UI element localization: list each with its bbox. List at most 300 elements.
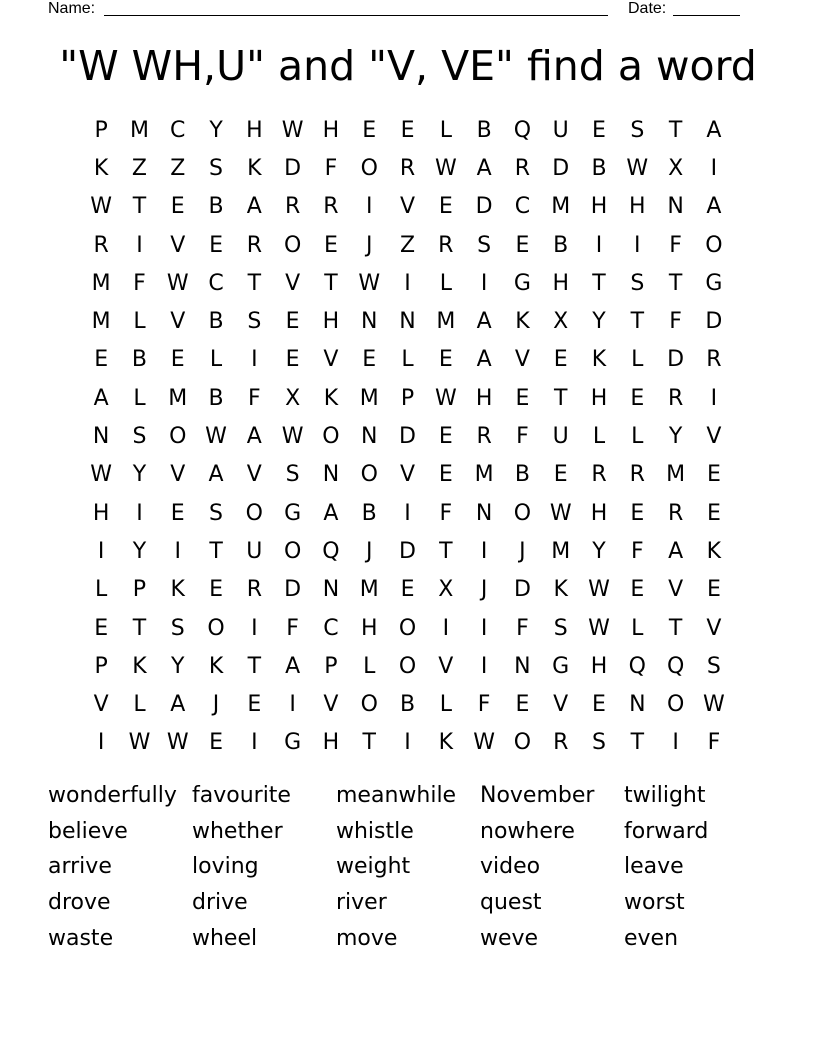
grid-cell[interactable]: B: [208, 309, 224, 335]
grid-cell[interactable]: P: [400, 385, 415, 411]
grid-cell[interactable]: M: [666, 462, 686, 488]
grid-cell[interactable]: F: [630, 538, 644, 564]
grid-cell[interactable]: V: [553, 692, 569, 718]
grid-cell[interactable]: E: [706, 500, 721, 526]
grid-cell[interactable]: I: [634, 232, 641, 258]
grid-cell[interactable]: A: [668, 538, 684, 564]
grid-cell[interactable]: E: [209, 730, 223, 756]
grid-cell[interactable]: R: [667, 500, 684, 526]
grid-cell[interactable]: E: [438, 347, 453, 373]
grid-cell[interactable]: F: [516, 615, 529, 641]
grid-cell[interactable]: L: [592, 424, 606, 450]
grid-cell[interactable]: W: [166, 730, 189, 756]
grid-cell[interactable]: L: [401, 347, 414, 373]
grid-cell[interactable]: E: [592, 692, 606, 718]
grid-cell[interactable]: B: [591, 155, 607, 181]
grid-cell[interactable]: W: [588, 577, 610, 603]
grid-cell[interactable]: K: [208, 653, 224, 679]
grid-cell[interactable]: E: [362, 117, 377, 143]
grid-cell[interactable]: K: [323, 385, 339, 411]
grid-cell[interactable]: M: [129, 117, 149, 143]
grid-cell[interactable]: N: [629, 692, 646, 718]
grid-cell[interactable]: V: [706, 424, 722, 450]
grid-cell[interactable]: I: [710, 155, 718, 181]
grid-cell[interactable]: R: [706, 347, 722, 373]
grid-cell[interactable]: M: [359, 577, 379, 603]
grid-cell[interactable]: K: [132, 653, 147, 679]
grid-cell[interactable]: I: [404, 730, 411, 756]
grid-cell[interactable]: U: [552, 117, 569, 143]
grid-cell[interactable]: W: [205, 424, 227, 450]
grid-cell[interactable]: L: [209, 347, 223, 373]
grid-cell[interactable]: E: [209, 232, 223, 258]
grid-cell[interactable]: Y: [668, 424, 683, 450]
grid-cell[interactable]: E: [400, 117, 415, 143]
grid-cell[interactable]: K: [553, 577, 568, 603]
grid-cell[interactable]: X: [438, 577, 454, 603]
grid-cell[interactable]: H: [629, 194, 646, 220]
grid-cell[interactable]: U: [246, 538, 263, 564]
grid-cell[interactable]: H: [322, 730, 340, 756]
grid-cell[interactable]: X: [285, 385, 301, 411]
grid-cell[interactable]: N: [360, 424, 378, 450]
grid-cell[interactable]: A: [208, 462, 224, 488]
grid-cell[interactable]: S: [630, 270, 645, 296]
letter-grid: [82, 111, 736, 762]
grid-cell[interactable]: E: [170, 347, 185, 373]
grid-cell[interactable]: A: [285, 653, 301, 679]
grid-cell[interactable]: G: [513, 270, 531, 296]
grid-cell[interactable]: P: [94, 653, 108, 679]
grid-cell[interactable]: K: [591, 347, 607, 373]
grid-cell[interactable]: R: [246, 232, 262, 258]
grid-cell[interactable]: W: [434, 155, 457, 181]
grid-cell[interactable]: F: [286, 615, 299, 641]
grid-cell[interactable]: W: [473, 730, 495, 756]
grid-cell[interactable]: W: [128, 730, 151, 756]
grid-cell[interactable]: F: [669, 309, 682, 335]
grid-cell[interactable]: T: [132, 615, 147, 641]
grid-cell[interactable]: Q: [628, 653, 646, 679]
grid-cell[interactable]: W: [166, 270, 189, 296]
grid-cell[interactable]: S: [706, 653, 721, 679]
word-list-item: wheel: [192, 925, 258, 951]
grid-cell[interactable]: A: [476, 347, 492, 373]
word-list-item: favourite: [192, 783, 291, 809]
grid-cell[interactable]: T: [247, 653, 262, 679]
grid-cell[interactable]: C: [323, 615, 339, 641]
grid-cell[interactable]: N: [360, 309, 378, 335]
grid-cell[interactable]: N: [399, 309, 416, 335]
grid-cell[interactable]: M: [551, 194, 571, 220]
grid-cell[interactable]: Y: [132, 538, 147, 564]
grid-cell[interactable]: D: [475, 194, 493, 220]
grid-cell[interactable]: J: [480, 577, 488, 603]
grid-cell[interactable]: T: [630, 309, 645, 335]
grid-cell[interactable]: E: [285, 347, 300, 373]
grid-cell[interactable]: H: [590, 385, 608, 411]
grid-cell[interactable]: Z: [170, 155, 186, 181]
grid-cell[interactable]: I: [289, 692, 296, 718]
grid-cell[interactable]: Y: [592, 538, 606, 564]
grid-cell[interactable]: E: [170, 194, 185, 220]
grid-cell[interactable]: A: [323, 500, 339, 526]
grid-cell[interactable]: F: [669, 232, 682, 258]
grid-cell[interactable]: L: [363, 653, 376, 679]
grid-cell[interactable]: F: [516, 424, 529, 450]
grid-cell[interactable]: E: [515, 692, 530, 718]
grid-cell[interactable]: V: [438, 653, 454, 679]
grid-cell[interactable]: I: [97, 538, 105, 564]
grid-cell[interactable]: M: [168, 385, 188, 411]
grid-cell[interactable]: I: [480, 653, 488, 679]
grid-cell[interactable]: C: [514, 194, 531, 220]
grid-cell[interactable]: E: [630, 385, 645, 411]
grid-cell[interactable]: S: [132, 424, 147, 450]
grid-cell[interactable]: M: [474, 462, 494, 488]
grid-cell[interactable]: D: [284, 155, 302, 181]
grid-cell[interactable]: B: [399, 692, 416, 718]
grid-cell[interactable]: T: [362, 730, 376, 756]
grid-cell[interactable]: T: [209, 538, 223, 564]
grid-cell[interactable]: R: [514, 155, 531, 181]
grid-cell[interactable]: R: [323, 194, 339, 220]
grid-cell[interactable]: O: [360, 692, 378, 718]
grid-cell[interactable]: B: [208, 385, 224, 411]
grid-cell[interactable]: E: [323, 232, 338, 258]
grid-cell[interactable]: A: [706, 117, 722, 143]
grid-cell[interactable]: L: [439, 692, 452, 718]
grid-cell[interactable]: G: [552, 653, 570, 679]
grid-cell[interactable]: S: [209, 500, 224, 526]
grid-cell[interactable]: D: [705, 309, 723, 335]
grid-cell[interactable]: D: [284, 577, 302, 603]
grid-cell[interactable]: T: [553, 385, 568, 411]
grid-cell[interactable]: W: [281, 117, 304, 143]
grid-cell[interactable]: O: [322, 424, 340, 450]
grid-cell[interactable]: M: [551, 538, 571, 564]
grid-cell[interactable]: O: [207, 615, 225, 641]
grid-cell[interactable]: E: [247, 692, 262, 718]
grid-cell[interactable]: N: [322, 462, 340, 488]
grid-cell[interactable]: Q: [666, 653, 685, 679]
grid-cell[interactable]: K: [515, 309, 530, 335]
grid-cell[interactable]: H: [552, 270, 569, 296]
grid-cell[interactable]: R: [284, 194, 301, 220]
grid-cell[interactable]: I: [442, 615, 450, 641]
grid-cell[interactable]: I: [404, 500, 411, 526]
grid-cell[interactable]: V: [399, 194, 416, 220]
grid-cell[interactable]: E: [515, 232, 530, 258]
grid-cell[interactable]: R: [399, 155, 416, 181]
grid-cell[interactable]: W: [703, 692, 725, 718]
grid-cell[interactable]: E: [362, 347, 377, 373]
grid-cell[interactable]: M: [436, 309, 456, 335]
grid-cell[interactable]: E: [94, 347, 109, 373]
grid-cell[interactable]: C: [170, 117, 186, 143]
grid-cell[interactable]: I: [174, 538, 181, 564]
grid-cell[interactable]: E: [438, 194, 453, 220]
grid-cell[interactable]: S: [170, 615, 185, 641]
grid-cell[interactable]: I: [595, 232, 603, 258]
grid-cell[interactable]: B: [208, 194, 224, 220]
word-list-item: drive: [192, 890, 248, 916]
grid-cell[interactable]: T: [324, 270, 338, 296]
grid-cell[interactable]: W: [281, 424, 304, 450]
grid-cell[interactable]: R: [93, 232, 109, 258]
grid-cell[interactable]: D: [513, 577, 531, 603]
grid-cell[interactable]: Z: [399, 232, 416, 258]
grid-cell[interactable]: T: [668, 270, 683, 296]
grid-cell[interactable]: L: [133, 692, 146, 718]
grid-cell[interactable]: H: [322, 117, 340, 143]
grid-cell[interactable]: R: [246, 577, 262, 603]
header: [48, 0, 740, 18]
grid-cell[interactable]: T: [592, 270, 606, 296]
grid-cell[interactable]: L: [439, 117, 452, 143]
grid-cell[interactable]: R: [476, 424, 492, 450]
grid-cell[interactable]: O: [245, 500, 263, 526]
grid-cell[interactable]: X: [553, 309, 569, 335]
grid-cell[interactable]: T: [630, 730, 645, 756]
grid-cell[interactable]: I: [480, 538, 488, 564]
grid-cell[interactable]: O: [666, 692, 685, 718]
grid-cell[interactable]: V: [285, 270, 301, 296]
grid-cell[interactable]: G: [705, 270, 723, 296]
grid-cell[interactable]: A: [246, 194, 262, 220]
grid-cell[interactable]: R: [438, 232, 454, 258]
grid-cell[interactable]: J: [365, 232, 373, 258]
grid-cell[interactable]: I: [404, 270, 411, 296]
grid-cell[interactable]: O: [398, 615, 417, 641]
grid-cell[interactable]: N: [92, 424, 110, 450]
grid-cell[interactable]: B: [361, 500, 377, 526]
grid-cell[interactable]: O: [360, 155, 378, 181]
grid-cell[interactable]: I: [97, 730, 105, 756]
grid-cell[interactable]: L: [133, 385, 146, 411]
grid-cell[interactable]: B: [131, 347, 147, 373]
grid-cell[interactable]: P: [324, 653, 338, 679]
grid-cell[interactable]: T: [668, 117, 683, 143]
grid-cell[interactable]: X: [668, 155, 684, 181]
grid-cell[interactable]: R: [667, 385, 684, 411]
grid-cell[interactable]: O: [169, 424, 187, 450]
grid-cell[interactable]: E: [170, 500, 185, 526]
grid-cell[interactable]: N: [667, 194, 684, 220]
grid-cell[interactable]: Y: [171, 653, 185, 679]
grid-cell[interactable]: L: [631, 347, 644, 373]
grid-cell[interactable]: L: [631, 615, 644, 641]
grid-cell[interactable]: V: [706, 615, 722, 641]
grid-cell[interactable]: E: [400, 577, 415, 603]
grid-cell[interactable]: J: [212, 692, 220, 718]
grid-cell[interactable]: D: [399, 538, 416, 564]
grid-cell[interactable]: I: [251, 730, 258, 756]
grid-cell[interactable]: L: [133, 309, 146, 335]
grid-cell[interactable]: A: [476, 309, 492, 335]
grid-cell[interactable]: A: [246, 424, 262, 450]
grid-cell[interactable]: E: [285, 309, 300, 335]
grid-cell[interactable]: T: [247, 270, 262, 296]
grid-cell[interactable]: D: [552, 155, 570, 181]
grid-cell[interactable]: S: [477, 232, 492, 258]
grid-cell[interactable]: S: [209, 155, 224, 181]
grid-cell[interactable]: E: [438, 462, 453, 488]
grid-cell[interactable]: Y: [132, 462, 147, 488]
grid-cell[interactable]: I: [251, 615, 258, 641]
grid-cell[interactable]: P: [94, 117, 108, 143]
grid-cell[interactable]: N: [322, 577, 340, 603]
grid-cell[interactable]: S: [285, 462, 300, 488]
grid-cell[interactable]: V: [514, 347, 530, 373]
grid-cell[interactable]: L: [95, 577, 108, 603]
grid-cell[interactable]: Q: [513, 117, 532, 143]
grid-cell[interactable]: W: [358, 270, 381, 296]
grid-cell[interactable]: F: [133, 270, 146, 296]
grid-cell[interactable]: A: [706, 194, 722, 220]
grid-cell[interactable]: V: [170, 232, 186, 258]
grid-cell[interactable]: S: [553, 615, 568, 641]
grid-cell[interactable]: N: [475, 500, 493, 526]
grid-cell[interactable]: N: [514, 653, 531, 679]
grid-cell[interactable]: H: [360, 615, 378, 641]
grid-cell[interactable]: F: [439, 500, 453, 526]
grid-cell[interactable]: I: [251, 347, 258, 373]
grid-cell[interactable]: R: [629, 462, 645, 488]
grid-cell[interactable]: O: [360, 462, 378, 488]
grid-cell[interactable]: F: [324, 155, 338, 181]
grid-cell[interactable]: E: [630, 500, 645, 526]
grid-cell[interactable]: F: [707, 730, 721, 756]
grid-cell[interactable]: E: [630, 577, 645, 603]
word-list-item: believe: [48, 818, 128, 844]
grid-cell[interactable]: V: [93, 692, 109, 718]
grid-cell[interactable]: A: [476, 155, 492, 181]
grid-cell[interactable]: A: [93, 385, 109, 411]
grid-cell[interactable]: L: [631, 424, 644, 450]
grid-cell[interactable]: O: [398, 653, 417, 679]
grid-cell[interactable]: W: [90, 462, 113, 488]
grid-cell[interactable]: D: [667, 347, 685, 373]
grid-cell[interactable]: V: [399, 462, 416, 488]
grid-cell[interactable]: U: [552, 424, 569, 450]
page-title: "W WH,U" and "V, VE" find a word: [59, 42, 757, 90]
grid-cell[interactable]: W: [626, 155, 649, 181]
grid-cell[interactable]: H: [322, 309, 340, 335]
grid-cell[interactable]: E: [706, 577, 721, 603]
grid-cell[interactable]: S: [592, 730, 606, 756]
grid-cell[interactable]: Y: [209, 117, 223, 143]
word-list-item: weve: [480, 925, 539, 951]
grid-cell[interactable]: W: [549, 500, 572, 526]
grid-cell[interactable]: C: [208, 270, 224, 296]
grid-cell[interactable]: J: [365, 538, 373, 564]
grid-cell[interactable]: F: [248, 385, 261, 411]
grid-cell[interactable]: W: [90, 194, 113, 220]
grid-cell[interactable]: I: [136, 232, 143, 258]
grid-cell[interactable]: F: [477, 692, 491, 718]
grid-cell[interactable]: B: [514, 462, 530, 488]
grid-cell[interactable]: T: [668, 615, 683, 641]
grid-cell[interactable]: D: [399, 424, 416, 450]
grid-cell[interactable]: M: [91, 270, 111, 296]
grid-cell[interactable]: V: [170, 309, 186, 335]
grid-cell[interactable]: G: [284, 730, 302, 756]
grid-cell[interactable]: L: [439, 270, 452, 296]
grid-cell[interactable]: R: [553, 730, 569, 756]
grid-cell[interactable]: I: [672, 730, 679, 756]
grid-cell[interactable]: I: [480, 615, 488, 641]
grid-cell[interactable]: V: [668, 577, 684, 603]
grid-cell[interactable]: V: [170, 462, 186, 488]
grid-cell[interactable]: I: [136, 500, 143, 526]
grid-cell[interactable]: I: [365, 194, 373, 220]
grid-cell[interactable]: K: [247, 155, 262, 181]
grid-cell[interactable]: E: [592, 117, 606, 143]
grid-cell[interactable]: K: [170, 577, 185, 603]
grid-cell[interactable]: I: [480, 270, 488, 296]
grid-cell[interactable]: P: [132, 577, 147, 603]
grid-cell[interactable]: V: [323, 692, 339, 718]
grid-cell[interactable]: J: [519, 538, 526, 564]
grid-cell[interactable]: V: [323, 347, 339, 373]
grid-cell[interactable]: S: [630, 117, 645, 143]
grid-cell[interactable]: M: [359, 385, 379, 411]
grid-cell[interactable]: E: [94, 615, 109, 641]
grid-cell[interactable]: E: [553, 347, 568, 373]
grid-cell[interactable]: O: [513, 730, 532, 756]
grid-cell[interactable]: K: [93, 155, 109, 181]
grid-cell[interactable]: V: [246, 462, 262, 488]
grid-cell[interactable]: W: [588, 615, 610, 641]
grid-cell[interactable]: W: [434, 385, 457, 411]
grid-cell[interactable]: Y: [592, 309, 606, 335]
grid-cell[interactable]: H: [92, 500, 110, 526]
grid-cell[interactable]: G: [284, 500, 302, 526]
grid-cell[interactable]: E: [438, 424, 453, 450]
grid-cell[interactable]: M: [91, 309, 111, 335]
grid-cell[interactable]: H: [590, 194, 608, 220]
grid-cell[interactable]: E: [553, 462, 568, 488]
date-line[interactable]: [673, 15, 740, 16]
grid-cell[interactable]: Q: [322, 538, 340, 564]
grid-cell[interactable]: K: [438, 730, 454, 756]
grid-cell[interactable]: T: [132, 194, 147, 220]
grid-cell[interactable]: H: [590, 653, 608, 679]
grid-cell[interactable]: E: [209, 577, 223, 603]
grid-cell[interactable]: T: [439, 538, 453, 564]
grid-cell[interactable]: O: [283, 232, 302, 258]
grid-cell[interactable]: B: [553, 232, 569, 258]
grid-cell[interactable]: Z: [131, 155, 147, 181]
grid-cell[interactable]: I: [710, 385, 718, 411]
grid-cell[interactable]: K: [706, 538, 722, 564]
grid-cell[interactable]: O: [513, 500, 532, 526]
grid-cell[interactable]: H: [246, 117, 263, 143]
grid-cell[interactable]: A: [170, 692, 186, 718]
grid-cell[interactable]: E: [515, 385, 530, 411]
grid-cell[interactable]: B: [476, 117, 492, 143]
grid-cell[interactable]: E: [706, 462, 721, 488]
grid-cell[interactable]: R: [591, 462, 607, 488]
grid-cell[interactable]: H: [475, 385, 493, 411]
grid-cell[interactable]: S: [247, 309, 262, 335]
grid-cell[interactable]: O: [705, 232, 723, 258]
word-list-item: loving: [192, 854, 259, 880]
grid-cell[interactable]: H: [590, 500, 608, 526]
grid-cell[interactable]: O: [283, 538, 302, 564]
name-line[interactable]: [104, 15, 608, 16]
